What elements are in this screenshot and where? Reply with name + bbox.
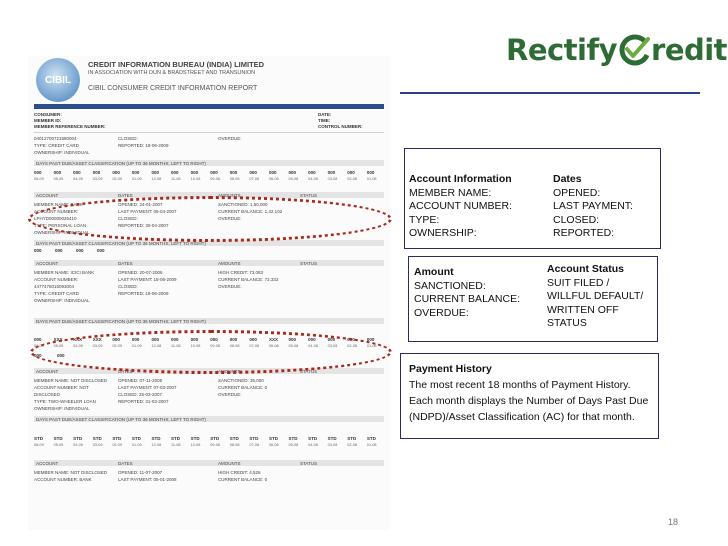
- payment-history-heading: Payment History: [409, 363, 492, 375]
- rectify-credit-logo: [506, 28, 727, 72]
- column-header-band: [34, 260, 384, 266]
- meta-time: TIME:: [318, 118, 331, 123]
- acc2-ownership: OWNERSHIP: INDIVIDUAL: [34, 230, 90, 235]
- acc4-overdue: OVERDUE:: [218, 392, 242, 397]
- acc2-sanctioned: SANCTIONED: 1,50,000: [218, 202, 268, 207]
- acc4-acc-no: ACCOUNT NUMBER: NOT: [34, 385, 89, 390]
- acc2-last-payment: LAST PAYMENT: 05-04-2007: [118, 209, 177, 214]
- dates-line: CLOSED:: [553, 213, 600, 226]
- logo-word-2: redit: [651, 33, 728, 67]
- acc4-reported: REPORTED: 31-03-2007: [118, 399, 169, 404]
- acc5-opened: OPENED: 11-07-2007: [118, 470, 163, 475]
- acc4-last-payment: LAST PAYMENT: 07-03-2007: [118, 385, 177, 390]
- std-grid: STD STD STD STD STD STD STD STD STD STD STD STD STD STD STD STD STD STD: [34, 436, 376, 441]
- col-status-4: STATUS: [300, 460, 318, 466]
- highlight-oval-account: [28, 196, 392, 242]
- acc3-acc-no: ACCOUNT NUMBER:: [34, 277, 79, 282]
- account-status-line: SUIT FILED /: [547, 276, 610, 289]
- account-info-line: OWNERSHIP:: [409, 227, 477, 239]
- amount-line: SANCTIONED:: [414, 279, 486, 292]
- acc2-opened: OPENED: 24-01-2007: [118, 202, 163, 207]
- acc3-high: HIGH CREDIT: 73,083: [218, 270, 264, 275]
- acc2-current: CURRENT BALANCE: 1,42,102: [218, 209, 283, 214]
- logo-word: Rectify: [506, 33, 618, 67]
- check-c-icon: [619, 34, 651, 66]
- acc2-lp: LPHYD00000026410: [34, 216, 77, 221]
- account-status-heading: Account Status: [547, 263, 625, 275]
- acc5-last-payment: LAST PAYMENT: 05-01-2008: [118, 477, 177, 482]
- acc4-current: CURRENT BALANCE: 0: [218, 385, 268, 390]
- divider: [34, 132, 384, 133]
- dates-line: REPORTED:: [553, 227, 615, 239]
- dpd-header-3: DAYS PAST DUE/ASSET CLASSIFICATION (UP TO 36 MONTHS; LEFT TO RIGHT): [36, 318, 206, 324]
- acc1-ownership: OWNERSHIP: INDIVIDUAL: [34, 150, 90, 155]
- acc5-acc-no: ACCOUNT NUMBER: BANK: [34, 477, 92, 482]
- dpd-grid-2: 000 XXX XXX XXX 000 000 000 000 000 000 000 000 XXX 000 000 000 000 000: [34, 337, 375, 342]
- acc3-overdue: OVERDUE:: [218, 284, 242, 289]
- header-rule: [400, 92, 700, 94]
- dates-heading: Dates: [553, 173, 582, 185]
- callout-account-dates: [404, 148, 661, 249]
- report-title-bar: [34, 104, 384, 109]
- col-status-3: STATUS: [300, 368, 318, 374]
- acc1-reported: REPORTED: 18-06-2009: [118, 143, 169, 148]
- payment-history-body: The most recent 18 months of Payment History. Each month displays the Number of Days Past Due (NDPD)/Asset Classification (AC) for that month.: [409, 379, 649, 423]
- report-title: CIBIL CONSUMER CREDIT INFORMATION REPORT: [88, 85, 258, 92]
- col-amounts-4: AMOUNTS: [218, 460, 241, 466]
- amount-line: CURRENT BALANCE:: [414, 293, 520, 305]
- col-account: ACCOUNT: [36, 192, 59, 198]
- acc3-last-payment: LAST PAYMENT: 18-06-2009: [118, 277, 177, 282]
- dpd-header-4: DAYS PAST DUE/ASSET CLASSIFICATION (UP TO 36 MONTHS; LEFT TO RIGHT): [36, 416, 206, 422]
- report-header: [36, 58, 384, 102]
- dpd-dates-1: 06-09 05-09 04-09 03-09 02-09 01-09 12-08 11-08 10-08 09-08 08-08 07-08 06-08 05-08 04-08 03-08 02-08 01-08: [34, 177, 377, 181]
- account-info-heading: Account Information: [409, 173, 512, 185]
- acc5-current: CURRENT BALANCE: 0: [218, 477, 268, 482]
- cibil-seal: CIBIL: [36, 58, 80, 102]
- dates-line: OPENED:: [553, 186, 601, 199]
- col-status: STATUS: [300, 192, 318, 198]
- meta-consumer: CONSUMER:: [34, 112, 62, 117]
- account-status-line: WILLFUL DEFAULT/: [547, 290, 644, 302]
- amount-heading: Amount: [414, 266, 454, 278]
- acc2-member: MEMBER NAME: BANK: [34, 202, 83, 207]
- col-account-3: ACCOUNT: [36, 368, 59, 374]
- col-dates: DATES: [118, 192, 133, 198]
- acc3-closed: CLOSED:: [118, 284, 138, 289]
- column-header-band: [34, 460, 384, 466]
- highlight-oval-payment-history: [30, 330, 392, 374]
- col-amounts-2: AMOUNTS: [218, 260, 241, 266]
- acc1-closed: CLOSED:: [118, 136, 138, 141]
- dpd-grid-small: 000 000 000 000: [34, 248, 105, 253]
- amount-line: OVERDUE:: [414, 306, 469, 319]
- account-info-line: MEMBER NAME:: [409, 186, 492, 199]
- callout-amount-status: [408, 256, 658, 342]
- acc2-overdue: OVERDUE:: [218, 216, 242, 221]
- acc3-current: CURRENT BALANCE: 72,332: [218, 277, 279, 282]
- acc3-opened: OPENED: 20-07-2006: [118, 270, 163, 275]
- dpd-dates-2: 06-09 05-09 04-09 03-09 02-09 01-09 12-08 11-08 10-08 09-08 08-08 07-08 06-08 05-08 04-08 03-08 02-08 01-08: [34, 344, 377, 348]
- acc3-num: 4477476015093004: [34, 284, 75, 289]
- acc4-closed: CLOSED: 25-03-2007: [118, 392, 163, 397]
- acc4-sanctioned: SANCTIONED: 35,000: [218, 378, 264, 383]
- report-org-title: CREDIT INFORMATION BUREAU (INDIA) LIMITED: [88, 60, 265, 69]
- cibil-report-scan: [28, 56, 390, 530]
- acc2-closed: CLOSED:: [118, 216, 138, 221]
- acc1-type: TYPE: CREDIT CARD: [34, 143, 79, 148]
- payment-history-text: [409, 361, 653, 425]
- col-amounts-3: AMOUNTS: [218, 368, 241, 374]
- col-dates-4: DATES: [118, 460, 133, 466]
- meta-member-ref: MEMBER REFERENCE NUMBER:: [34, 124, 106, 129]
- acc1-overdue: OVERDUE:: [218, 136, 242, 141]
- acc4-opened: OPENED: 07-11-2005: [118, 378, 163, 383]
- acc4-disclosed: DISCLOSED: [34, 392, 61, 397]
- dpd-header: DAYS PAST DUE/ASSET CLASSIFICATION (UP TO 36 MONTHS; LEFT TO RIGHT): [36, 160, 206, 166]
- acc5-member: MEMBER NAME: NOT DISCLOSED: [34, 470, 108, 475]
- std-dates: 06-09 05-09 04-09 03-09 02-09 01-09 12-08 11-08 10-08 09-08 08-08 07-08 06-08 05-08 04-08 03-08 02-08 01-08: [34, 443, 377, 447]
- acc3-member: MEMBER NAME: ICICI BANK: [34, 270, 95, 275]
- account-info-line: ACCOUNT NUMBER:: [409, 200, 513, 212]
- acc2-acc-no: ACCOUNT NUMBER:: [34, 209, 79, 214]
- acc4-type: TYPE: TWO-WHEELER LOAN: [34, 399, 96, 404]
- col-account-4: ACCOUNT: [36, 460, 59, 466]
- acc1-number: 04012700721580004: [34, 136, 77, 141]
- account-status-line: STATUS: [547, 317, 587, 329]
- acc3-type: TYPE: CREDIT CARD: [34, 291, 79, 296]
- acc3-ownership: OWNERSHIP: INDIVIDUAL: [34, 298, 90, 303]
- acc4-member: MEMBER NAME: NOT DISCLOSED: [34, 378, 108, 383]
- meta-date: DATE:: [318, 112, 332, 117]
- col-dates-3: DATES: [118, 368, 133, 374]
- dpd-header-2: DAYS PAST DUE/ASSET CLASSIFICATION (UP TO 36 MONTHS; LEFT TO RIGHT): [36, 240, 206, 246]
- account-status-line: WRITTEN OFF: [547, 303, 619, 316]
- meta-control: CONTROL NUMBER:: [318, 124, 363, 129]
- meta-member-id: MEMBER ID:: [34, 118, 62, 123]
- col-amounts: AMOUNTS: [218, 192, 241, 198]
- account-info-line: TYPE:: [409, 213, 440, 226]
- col-status-2: STATUS: [300, 260, 318, 266]
- dpd-grid-small-2: 000 000: [34, 353, 65, 358]
- acc2-reported: REPORTED: 30-04-2007: [118, 223, 169, 228]
- report-org-subtitle: IN ASSOCIATION WITH DUN & BRADSTREET AND TRANSUNION: [88, 70, 256, 76]
- dates-line: LAST PAYMENT:: [553, 200, 633, 212]
- acc3-reported: REPORTED: 18-06-2009: [118, 291, 169, 296]
- callout-payment-history: [400, 353, 659, 439]
- page-number: 18: [668, 517, 679, 527]
- acc4-ownership: OWNERSHIP: INDIVIDUAL: [34, 406, 90, 411]
- acc2-type: TYPE: PERSONAL LOAN: [34, 223, 87, 228]
- acc5-high: HIGH CREDIT: 4,526: [218, 470, 261, 475]
- col-dates-2: DATES: [118, 260, 133, 266]
- col-account-2: ACCOUNT: [36, 260, 59, 266]
- dpd-grid-1: 000 000 000 000 000 000 000 000 000 000 000 000 000 000 000 000 000 000: [34, 170, 375, 175]
